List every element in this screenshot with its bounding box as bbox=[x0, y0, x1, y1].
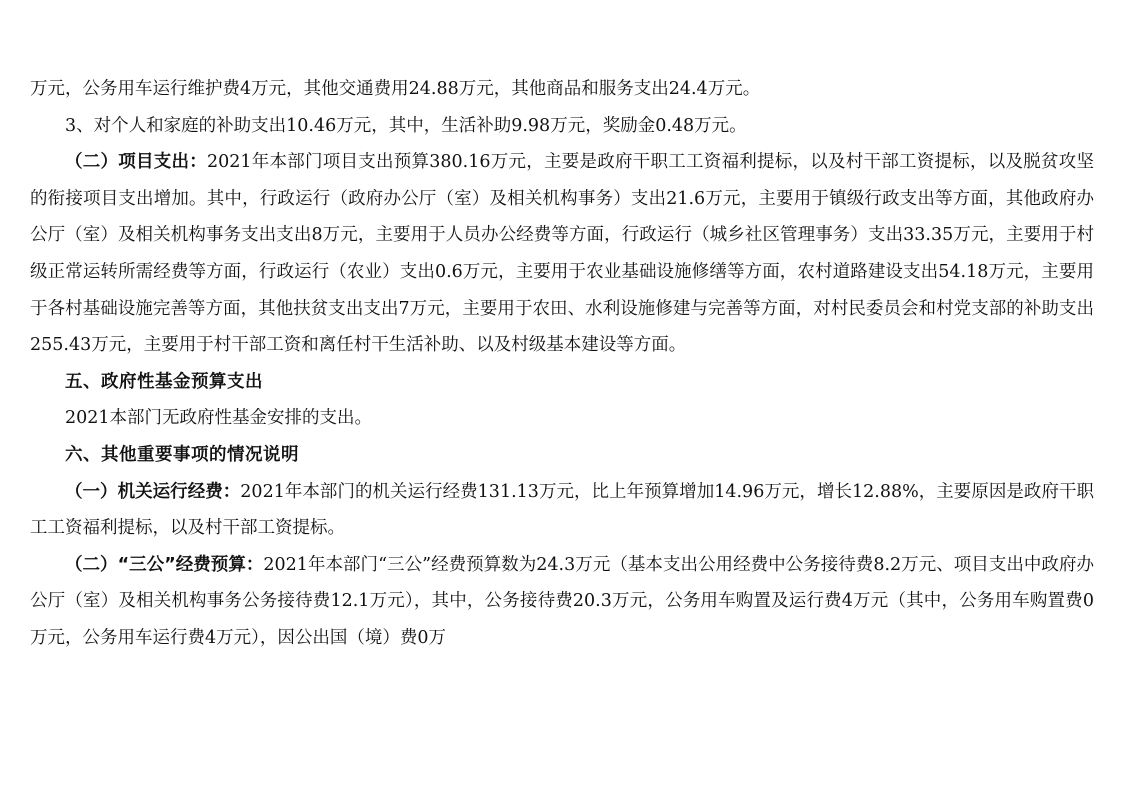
three-public-text: 2021年本部门“三公”经费预算数为24.3万元（基本支出公用经费中公务接待费8.2万元、项目支出中政府办公厅（室）及相关机构事务公务接待费12.1万元），其中，公务接待费20.3万元，公务用车购置及运行费4万元（其中，公务用车购置费0万元，公务用车运行费4万元），因公出国（境）费0万 bbox=[30, 554, 1094, 648]
paragraph-three-public bbox=[30, 547, 1094, 657]
project-expenditure-text: 2021年本部门项目支出预算380.16万元，主要是政府干职工工资福利提标，以及村干部工资提标，以及脱贫攻坚的衔接项目支出增加。其中，行政运行（政府办公厅（室）及相关机构事务）支出21.6万元，主要用于镇级行政支出等方面，其他政府办公厅（室）及相关机构事务支出支出8万元，主要用于人员办公经费等方面，行政运行（城乡社区管理事务）支出33.35万元，主要用于村级正常运转所需经费等方面，行政运行（农业）支出0.6万元，主要用于农业基础设施修缮等方面，农村道路建设支出54.18万元，主要用于各村基础设施完善等方面，其他扶贫支出支出7万元，主要用于农田、水利设施修建与完善等方面，对村民委员会和村党支部的补助支出255.43万元，主要用于村干部工资和离任村干生活补助、以及村级基本建设等方面。 bbox=[30, 152, 1094, 356]
paragraph-section-5-body: 2021本部门无政府性基金安排的支出。 bbox=[65, 408, 373, 429]
paragraph-item-3: 3、对个人和家庭的补助支出10.46万元，其中，生活补助9.98万元，奖励金0.48万元。 bbox=[65, 115, 747, 136]
paragraph-continuation: 万元，公务用车运行维护费4万元，其他交通费用24.88万元，其他商品和服务支出24.4万元。 bbox=[30, 79, 761, 99]
operating-funds-heading: （一）机关运行经费： bbox=[65, 481, 241, 502]
paragraph-project-expenditure bbox=[30, 144, 1094, 364]
operating-funds-text: 2021年本部门的机关运行经费131.13万元，比上年预算增加14.96万元，增长12.88%，主要原因是政府干职工工资福利提标，以及村干部工资提标。 bbox=[30, 481, 1095, 539]
section-5-heading: 五、政府性基金预算支出 bbox=[65, 371, 263, 392]
project-expenditure-heading: （二）项目支出： bbox=[65, 152, 207, 173]
three-public-heading: （二）“三公”经费预算： bbox=[65, 554, 264, 575]
paragraph-operating-funds bbox=[30, 474, 1094, 547]
section-6-heading: 六、其他重要事项的情况说明 bbox=[65, 444, 299, 465]
document-page bbox=[30, 71, 1094, 657]
